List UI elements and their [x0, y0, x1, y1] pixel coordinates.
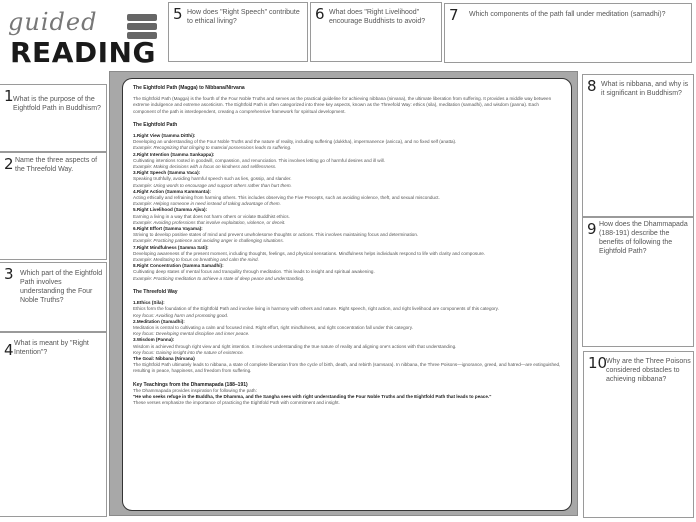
- question-number: 9: [587, 220, 597, 238]
- path-item-desc: Speaking truthfully, avoiding harmful speech such as lies, gossip, and slander.: [133, 176, 292, 182]
- question-box-3[interactable]: [0, 262, 107, 332]
- threefold-item-desc: Wisdom is achieved through right view and right intention. It involves understanding the true nature of reality and aligning one's actions with that understanding.: [133, 343, 457, 349]
- reading-intro: The Eightfold Path (Magga) is the fourth of the Four Noble Truths and serves as the practical guideline for achieving nibbana (nirvana), the ultimate liberation from suffering. It provides a middle way between extreme indulgence and extreme asceticism. The Eightfold Path is often categorized into three key aspects, known as the Threefold Way: ethics (sila), meditation (samadhi), and wisdom (panna). Each component of the path is interdependent, creating a comprehensive framework for spiritual development.: [133, 96, 552, 114]
- guided-reading-logo: [2, 6, 167, 68]
- path-item-2: [133, 152, 561, 171]
- question-box-4[interactable]: [0, 332, 107, 517]
- threefold-item-desc: Meditation is central to cultivating a calm and focused mind. Right effort, right mindfulness, and right concentration fall under this category.: [133, 324, 413, 330]
- path-item-1: [133, 133, 561, 152]
- threefold-item-title: 1.Ethics (Sila):: [133, 300, 165, 306]
- path-item-title: 3.Right Speech (Samma Vaca):: [133, 170, 201, 176]
- threefold-item-focus: Key focus: Gaining insight into the nature of existence.: [133, 349, 244, 355]
- threefold-item-2: [133, 319, 561, 338]
- question-text: What does "Right Livelihood" encourage Buddhists to avoid?: [329, 9, 426, 25]
- reading-frame: [109, 71, 578, 516]
- question-text: Why are the Three Poisons considered obstacles to achieving nibbana?: [606, 358, 691, 383]
- path-item-desc: Cultivating intentions rooted in goodwill, compassion, and renunciation. This involves letting go of harmful desires and ill will.: [133, 157, 385, 163]
- question-text: How does "Right Speech" contribute to ethical living?: [187, 9, 300, 25]
- goal-title: The Goal: Nibbana (Nirvana): [133, 355, 195, 361]
- teachings-quote: "He who seeks refuge in the Buddha, the Dhamma, and the Sangha sees with right understanding the Four Noble Truths and the Eightfold Path that leads to peace.": [133, 393, 492, 399]
- question-number: 8: [587, 77, 597, 95]
- path-item-example: Example: Practicing meditation to achieve a state of deep peace and understanding.: [133, 275, 305, 281]
- path-item-example: Example: Helping someone in need instead of taking advantage of them.: [133, 201, 281, 207]
- path-item-title: 4.Right Action (Samma Kammanta):: [133, 188, 211, 194]
- question-number: 5: [173, 5, 183, 23]
- question-text: What is the purpose of the Eightfold Path in Buddhism?: [13, 96, 101, 112]
- question-box-9[interactable]: [582, 217, 694, 347]
- path-item-desc: Cultivating deep states of mental focus and tranquility through meditation. This leads to insight and spiritual awakening.: [133, 269, 375, 275]
- question-box-6[interactable]: [310, 2, 442, 62]
- question-box-5[interactable]: [168, 2, 308, 62]
- threefold-item-title: 2.Meditation (Samadhi):: [133, 318, 185, 324]
- question-text: Which part of the Eightfold Path involves understanding the Four Noble Truths?: [20, 270, 103, 304]
- question-text: Name the three aspects of the Threefold Way.: [15, 157, 98, 173]
- path-item-title: 5.Right Livelihood (Samma Ajiva):: [133, 207, 208, 213]
- teachings-outro: These verses emphasize the importance of practicing the Eightfold Path with commitment and insight.: [133, 400, 340, 406]
- question-number: 2: [4, 155, 14, 173]
- path-item-desc: Acting ethically and refraining from harming others. This includes observing the Five Precepts, such as avoiding violence, theft, and sexual misconduct.: [133, 195, 440, 201]
- path-item-title: 8.Right Concentration (Samma Samadhi):: [133, 263, 224, 269]
- question-number: 10: [588, 354, 608, 372]
- threefold-item-focus: Key focus: Developing mental discipline and inner peace.: [133, 331, 250, 337]
- question-number: 3: [4, 265, 14, 283]
- path-item-desc: Striving to develop positive states of mind and prevent unwholesome thoughts or actions. This involves maintaining focus and determination.: [133, 232, 419, 238]
- question-number: 6: [315, 5, 325, 23]
- question-box-1[interactable]: [0, 84, 107, 152]
- path-item-desc: Earning a living in a way that does not harm others or violate Buddhist ethics.: [133, 213, 290, 219]
- question-text: How does the Dhammapada (188-191) describe the benefits of following the Eightfold Path?: [599, 221, 688, 255]
- goal-desc: The Eightfold Path ultimately leads to nibbana, a state of complete liberation from the cycle of birth, death, and rebirth (samsara). In nibbana, the Three Poisons—ignorance, greed, and hatred—are extinguished, resulting in peace, happiness, and freedom from suffering.: [133, 362, 561, 374]
- question-text: What is nibbana, and why is it significant in Buddhism?: [601, 81, 689, 97]
- question-text: Which components of the path fall under meditation (samadhi)?: [469, 11, 666, 18]
- threefold-item-focus: Key focus: Avoiding harm and promoting good.: [133, 312, 229, 318]
- path-item-4: [133, 189, 561, 208]
- question-box-2[interactable]: [0, 152, 107, 260]
- path-item-desc: Developing awareness of the present moment, including thoughts, feelings, and physical sensations. Mindfulness helps individuals respond to life with clarity and composure.: [133, 250, 486, 256]
- path-item-example: Example: Recognizing that clinging to material possessions leads to suffering.: [133, 145, 292, 151]
- path-item-title: 2.Right Intention (Samma Sankappa):: [133, 151, 215, 157]
- path-item-title: 6.Right Effort (Samma Vayama):: [133, 226, 203, 232]
- path-item-title: 7.Right Mindfulness (Samma Sati):: [133, 244, 209, 250]
- path-item-7: [133, 245, 561, 264]
- logo-bold-text: READING: [10, 36, 156, 69]
- path-item-6: [133, 226, 561, 245]
- path-item-example: Example: Using words to encourage and support others rather than hurt them.: [133, 182, 292, 188]
- path-item-example: Example: Making decisions with a focus on kindness and selflessness.: [133, 164, 277, 170]
- question-text: What is meant by "Right Intention"?: [14, 340, 89, 356]
- goal-section: [133, 356, 561, 375]
- path-item-example: Example: Avoiding professions that involve exploitation, violence, or deceit.: [133, 219, 286, 225]
- question-number: 4: [4, 341, 14, 359]
- question-box-7[interactable]: [444, 3, 692, 63]
- logo-script-text: guided: [8, 8, 98, 36]
- threefold-item-3: [133, 337, 561, 356]
- path-item-example: Example: Practicing patience and avoiding anger in challenging situations.: [133, 238, 284, 244]
- reading-passage: [122, 78, 572, 511]
- path-item-title: 1.Right View (Samma Ditthi):: [133, 133, 196, 139]
- question-number: 1: [4, 87, 14, 105]
- threefold-item-desc: Ethics form the foundation of the Eightfold Path and involve living in harmony with others and nature. Right speech, right action, and right livelihood are components of this category.: [133, 306, 499, 312]
- eightfold-path-heading: The Eightfold Path: [133, 121, 178, 128]
- question-box-10[interactable]: [583, 351, 694, 518]
- question-box-8[interactable]: [582, 74, 694, 217]
- teachings-heading: Key Teachings from the Dhammapada (188–191): [133, 381, 248, 388]
- path-item-example: Example: Meditating to focus on breathing and calm the mind.: [133, 257, 259, 263]
- path-item-3: [133, 170, 561, 189]
- path-item-desc: Developing an understanding of the Four Noble Truths and the nature of reality, including suffering (dukkha), impermanence (anicca), and no fixed self (anatta).: [133, 139, 457, 145]
- teachings-intro: The Dhammapada provides inspiration for following the path:: [133, 387, 257, 393]
- threefold-way-heading: The Threefold Way: [133, 288, 178, 295]
- threefold-item-title: 3.Wisdom (Panna):: [133, 337, 175, 343]
- threefold-item-1: [133, 300, 561, 319]
- path-item-8: [133, 263, 561, 282]
- path-item-5: [133, 207, 561, 226]
- reading-title: The Eightfold Path (Magga) to Nibbana/Nirvana: [133, 85, 245, 91]
- question-number: 7: [449, 6, 459, 24]
